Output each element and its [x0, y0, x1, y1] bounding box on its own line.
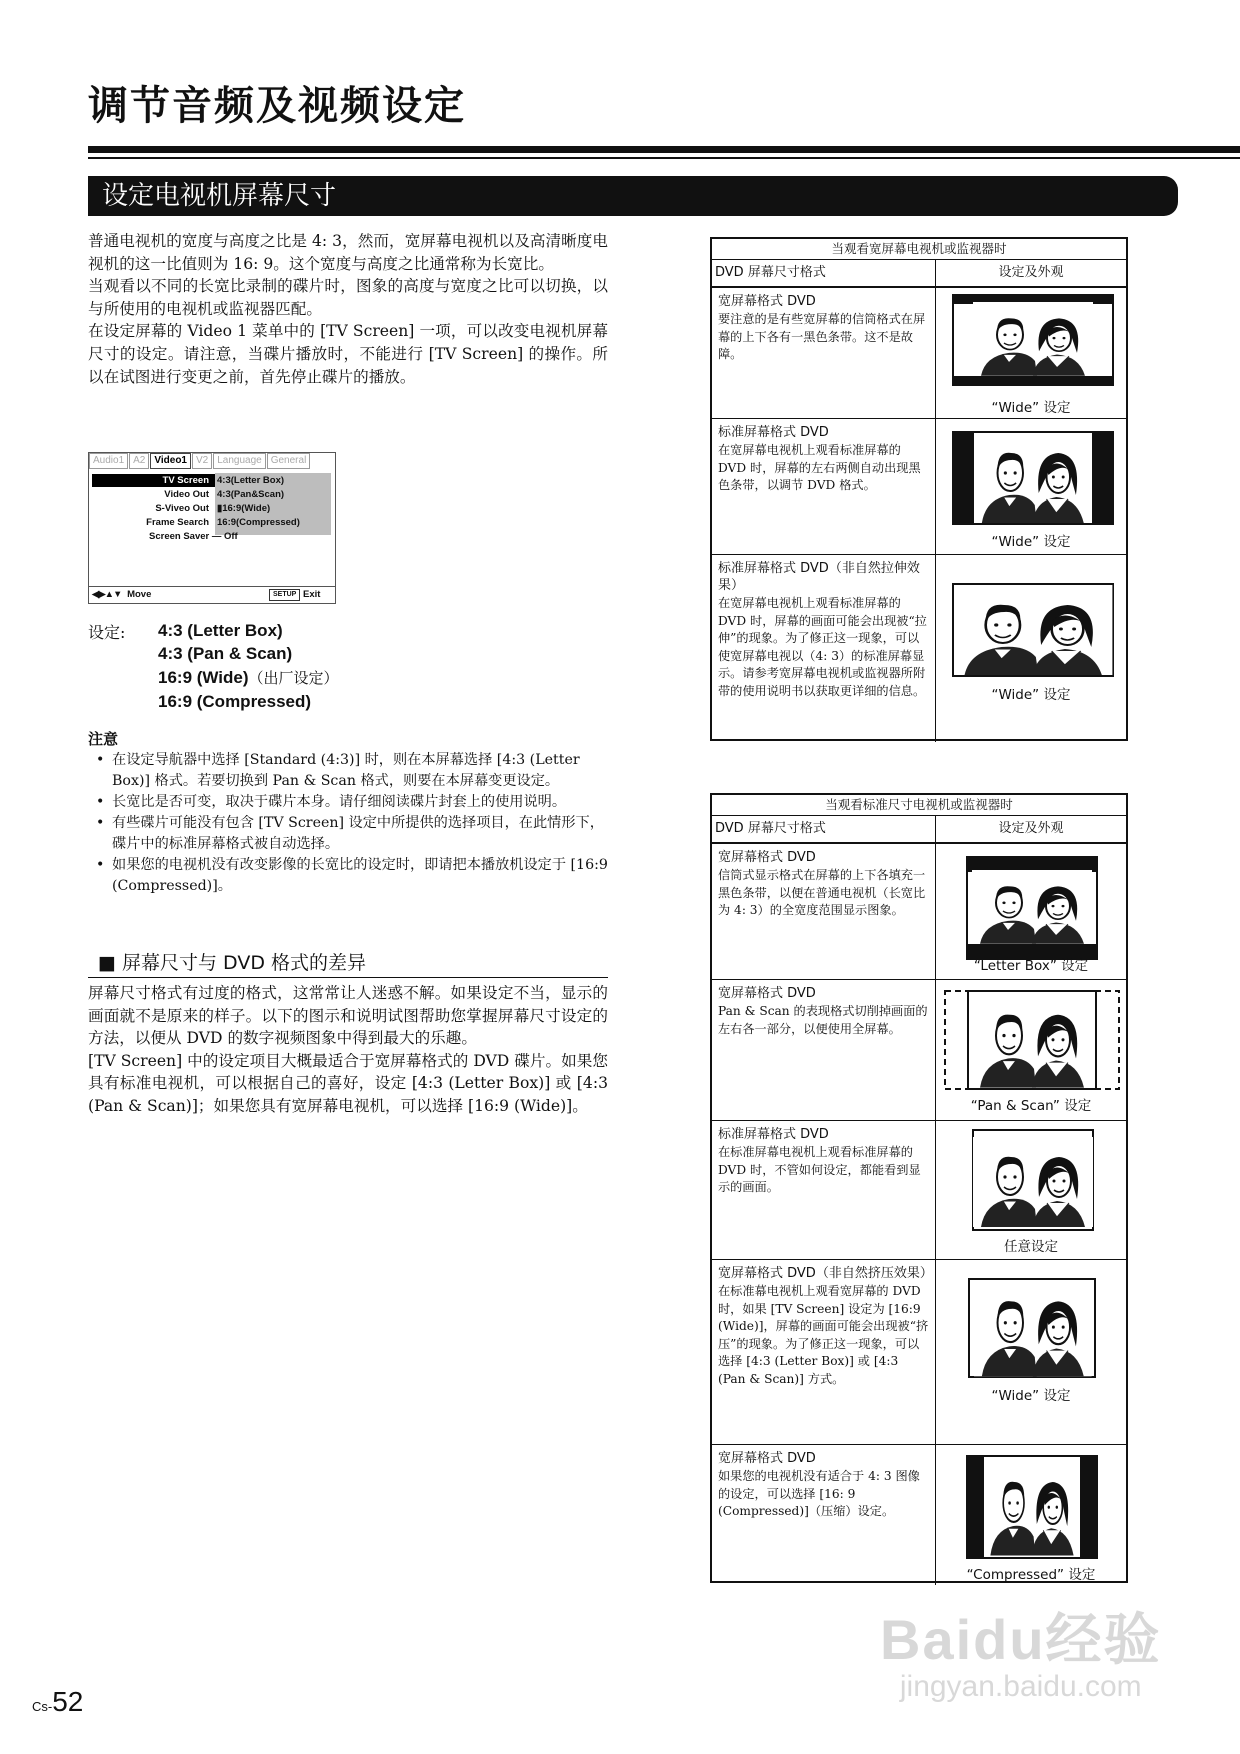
arrow-keys-icon: ◀▶▲▼ [92, 589, 122, 600]
row-format: 标准屏幕格式 DVD [718, 1127, 829, 1142]
row-setting: “Pan & Scan” 设定 [970, 1098, 1092, 1114]
row-illustration [936, 980, 1126, 1120]
row-illustration [936, 288, 1126, 418]
row-description: 在标准幕电视机上观看宽屏幕的 DVD 时，如果 [TV Screen] 设定为 [16:9 (Wide)]，屏幕的画面可能会出现被“挤压”的现象。为了修正这一现象，可以选择 [4:3 (Letter Box)] 或 [4:3 (Pan & Scan)] 方式。 [718, 1284, 929, 1386]
default-note: （出厂设定） [248, 668, 339, 687]
note-item: • 如果您的电视机没有改变影像的长宽比的设定时，即请把本播放机设定于 [16:9 (Compressed)]。 [88, 855, 608, 897]
standard-tv-table-caption: 当观看标准尺寸电视机或监视器时 [712, 795, 1126, 816]
table-row [712, 419, 1126, 555]
row-illustration [936, 419, 1126, 554]
row-format: 宽屏幕格式 DVD（非自然挤压效果） [718, 1266, 933, 1281]
letterbox-illustration [966, 856, 1098, 960]
subsection-title: ■ 屏幕尺寸与 DVD 格式的差异 [98, 952, 366, 974]
menu-option-letter-box: 4:3(Letter Box) [217, 475, 285, 486]
menu-option-wide: ▮16:9(Wide) [217, 503, 271, 514]
menu-item-tv-screen: TV Screen [162, 475, 209, 486]
row-setting: 任意设定 [1004, 1239, 1058, 1255]
title-rule-thick [88, 146, 1240, 153]
menu-tab-a2: A2 [129, 453, 149, 469]
notes-list [88, 750, 608, 897]
note-item: • 有些碟片可能没有包含 [TV Screen] 设定中所提供的选择项目，在此情形下，碟片中的标准屏幕格式被自动选择。 [88, 813, 608, 855]
row-format: 宽屏幕格式 DVD [718, 1451, 816, 1466]
table-row [712, 1445, 1126, 1585]
standard-tv-table [710, 793, 1128, 1583]
title-rule-thin [88, 157, 1240, 159]
menu-tabs [89, 453, 311, 469]
section-title: 设定电视机屏幕尺寸 [88, 176, 1178, 216]
menu-item-video-out: Video Out [164, 489, 209, 500]
menu-footer [89, 586, 335, 603]
row-description: 如果您的电视机没有适合于 4: 3 图像的设定，可以选择 [16: 9 (Compressed)]（压缩）设定。 [718, 1469, 920, 1518]
setting-option: 4:3 (Letter Box) [158, 621, 283, 640]
menu-option-compressed: 16:9(Compressed) [217, 517, 300, 528]
pan-scan-illustration [944, 990, 1120, 1090]
setting-option: 16:9 (Compressed) [158, 692, 312, 712]
notes-title: 注意 [88, 730, 119, 748]
subsection-paragraph: 屏幕尺寸格式有过度的格式，这常常让人迷惑不解。如果设定不当，显示的画面就不是原来的样子。以下的图示和说明试图帮助您掌握屏幕尺寸设定的方法，以便从 DVD 的数字视频图象中得到最大的乐趣。 [88, 984, 608, 1048]
header-format: DVD 屏幕尺寸格式 [712, 260, 936, 286]
intro-paragraph: 当观看以不同的长宽比录制的碟片时，图象的高度与宽度之比可以切换，以与所使用的电视机或监视器匹配。 [88, 277, 608, 318]
intro-paragraph: 在设定屏幕的 Video 1 菜单中的 [TV Screen] 一项，可以改变电视机屏幕尺寸的设定。请注意，当碟片播放时，不能进行 [TV Screen] 的操作。所以在试图进行变更之前，首先停止碟片的播放。 [88, 322, 608, 386]
wide-tv-illustration [952, 294, 1114, 386]
row-format: 标准屏幕格式 DVD（非自然拉伸效果） [718, 561, 920, 593]
row-format: 标准屏幕格式 DVD [718, 425, 829, 440]
row-illustration [936, 844, 1126, 979]
menu-item-frame-search: Frame Search [146, 517, 209, 528]
row-description: 在宽屏幕电视机上观看标准屏幕的 DVD 时，屏幕的左右两侧自动出现黑色条带，以调节 DVD 格式。 [718, 443, 921, 492]
setting-option: 4:3 (Pan & Scan) [158, 644, 293, 664]
menu-footer-exit: Exit [303, 589, 321, 600]
header-setting: 设定及外观 [998, 265, 1064, 280]
row-format: 宽屏幕格式 DVD [718, 294, 816, 309]
row-illustration [936, 555, 1126, 742]
note-item: • 在设定导航器中选择 [Standard (4:3)] 时，则在本屏幕选择 [4:3 (Letter Box)] 格式。若要切换到 Pan & Scan 格式，则要在本屏幕变更设定。 [88, 750, 608, 792]
row-illustration [936, 1445, 1126, 1585]
menu-item-s-video-out: S-Viveo Out [155, 503, 209, 514]
settings-label: 设定: [88, 623, 126, 642]
row-description: 要注意的是有些宽屏幕的信筒格式在屏幕的上下各有一黑色条带。这不是故障。 [718, 312, 926, 361]
row-format: 宽屏幕格式 DVD [718, 850, 816, 865]
watermark-sub: jingyan.baidu.com [899, 1670, 1142, 1703]
menu-tab-audio1: Audio1 [89, 453, 128, 469]
menu-tab-language: Language [213, 453, 266, 469]
row-description: 在标准屏幕电视机上观看标准屏幕的 DVD 时，不管如何设定，都能看到显示的画面。 [718, 1145, 921, 1194]
table-row [712, 1121, 1126, 1260]
page-title: 调节音频及视频设定 [88, 83, 466, 129]
baidu-watermark [880, 1596, 1162, 1704]
watermark-main: Baidu经验 [880, 1608, 1162, 1671]
row-description: 信筒式显示格式在屏幕的上下各填充一黑色条带，以便在普通电视机（长宽比为 4: 3）的全宽度范围显示图象。 [718, 868, 926, 917]
page-number-prefix: Cs- [32, 1699, 53, 1714]
row-illustration [936, 1121, 1126, 1259]
page-number-value: 52 [52, 1686, 84, 1717]
wide-tv-table-header [712, 260, 1126, 288]
menu-footer-move: Move [127, 589, 152, 600]
header-setting: 设定及外观 [998, 821, 1064, 836]
row-setting: “Wide” 设定 [991, 1388, 1071, 1404]
intro-text [88, 230, 608, 388]
table-row [712, 555, 1126, 742]
squeezed-illustration [968, 1278, 1096, 1378]
table-row [712, 844, 1126, 980]
subsection-paragraph: [TV Screen] 中的设定项目大概最适合于宽屏幕格式的 DVD 碟片。如果您具有标准电视机，可以根据自己的喜好，设定 [4:3 (Letter Box)] 或 [4:3 (Pan & Scan)]；如果您具有宽屏幕电视机，可以选择 [16:9 (Wide)]。 [88, 1051, 608, 1115]
menu-item-screen-saver: Screen Saver — Off [149, 531, 238, 542]
row-setting: “Wide” 设定 [991, 687, 1071, 703]
video1-menu-screenshot [88, 452, 336, 604]
row-description: Pan & Scan 的表现格式切削掉画面的左右各一部分，以便使用全屏幕。 [718, 1004, 928, 1036]
header-format: DVD 屏幕尺寸格式 [712, 816, 936, 842]
row-description: 在宽屏幕电视机上观看标准屏幕的 DVD 时，屏幕的画面可能会出现被“拉伸”的现象。为了修正这一现象，可以使宽屏幕电视以（4: 3）的标准屏幕显示。请参考宽屏幕电视机或监视器所附带的使用说明书以获取更详细的信息。 [718, 596, 927, 698]
table-row [712, 1260, 1126, 1445]
row-setting: “Compressed” 设定 [966, 1567, 1096, 1583]
row-setting: “Wide” 设定 [991, 400, 1071, 416]
setup-key-icon: SETUP [269, 589, 300, 601]
menu-option-pan-scan: 4:3(Pan&Scan) [217, 489, 285, 500]
subsection-rule [88, 977, 608, 978]
row-setting: “Letter Box” 设定 [973, 958, 1089, 974]
row-setting: “Wide” 设定 [991, 534, 1071, 550]
wide-tv-table [710, 237, 1128, 741]
row-format: 宽屏幕格式 DVD [718, 986, 816, 1001]
note-item: • 长宽比是否可变，取决于碟片本身。请仔细阅读碟片封套上的使用说明。 [88, 792, 608, 813]
compressed-illustration [966, 1455, 1098, 1559]
standard-tv-table-header [712, 816, 1126, 844]
table-row [712, 288, 1126, 419]
intro-paragraph: 普通电视机的宽度与高度之比是 4: 3，然而，宽屏幕电视机以及高清晰度电视机的这一比值则为 16: 9。这个宽度与高度之比通常称为长宽比。 [88, 232, 608, 273]
settings-list [158, 619, 339, 714]
standard-tv-illustration [972, 1129, 1094, 1231]
setting-option: 16:9 (Wide) [158, 667, 249, 687]
wide-tv-pillarbox-illustration [952, 431, 1114, 525]
menu-tab-general: General [267, 453, 311, 469]
subsection-text [88, 982, 608, 1118]
row-illustration [936, 1260, 1126, 1444]
wide-tv-stretched-illustration [952, 583, 1114, 677]
wide-tv-table-caption: 当观看宽屏幕电视机或监视器时 [712, 239, 1126, 260]
menu-tab-video1: Video1 [150, 453, 191, 469]
page-number [32, 1686, 83, 1718]
menu-tab-v2: V2 [192, 453, 212, 469]
table-row [712, 980, 1126, 1121]
